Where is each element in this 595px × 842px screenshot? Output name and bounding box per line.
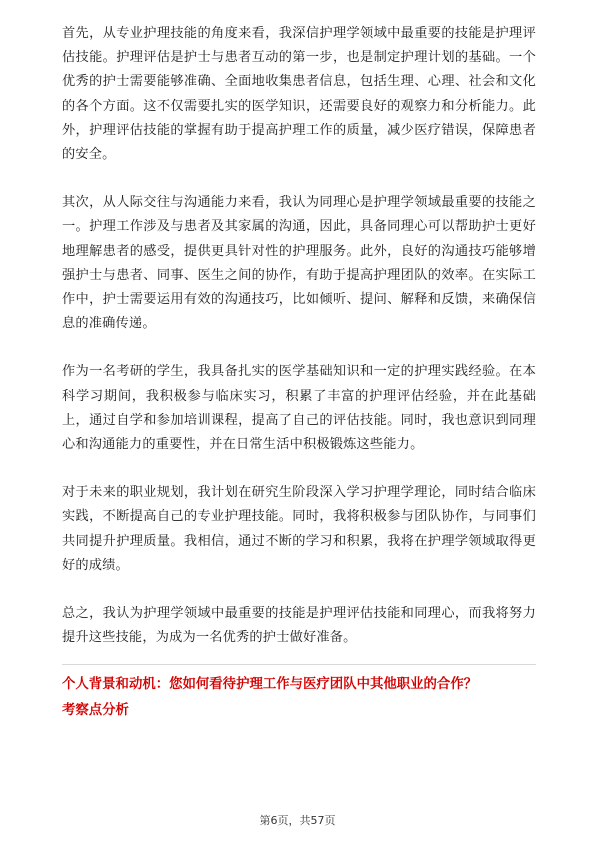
question-heading: 个人背景和动机：您如何看待护理工作与医疗团队中其他职业的合作？: [62, 677, 478, 693]
paragraph-student-background: 作为一名考研的学生，我具备扎实的医学基础知识和一定的护理实践经验。在本科学习期间，我积极参与临床实习，积累了丰富的护理评估经验，并在此基础上，通过自学和参加培训课程，提高了自己的评估技能。同时，我也意识到同理心和沟通能力的重要性，并在日常生活中积极锻炼这些能力。: [62, 364, 536, 453]
section-divider: [62, 664, 536, 665]
document-body: [62, 22, 536, 723]
page-number: 第6页，共57页: [259, 814, 336, 827]
paragraph-career-plan: 对于未来的职业规划，我计划在研究生阶段深入学习护理学理论，同时结合临床实践，不断提高自己的专业护理技能。同时，我将积极参与团队协作，与同事们共同提升护理质量。我相信，通过不断的学习和积累，我将在护理学领域取得更好的成绩。: [62, 485, 536, 573]
paragraph-conclusion: 总之，我认为护理学领域中最重要的技能是护理评估技能和同理心，而我将努力提升这些技能，为成为一名优秀的护士做好准备。: [62, 606, 536, 646]
paragraph-professional-skills: 首先，从专业护理技能的角度来看，我深信护理学领域中最重要的技能是护理评估技能。护理评估是护士与患者互动的第一步，也是制定护理计划的基础。一个优秀的护士需要能够准确、全面地收集患者信息，包括生理、心理、社会和文化的各个方面。这不仅需要扎实的医学知识，还需要良好的观察力和分析能力。此外，护理评估技能的掌握有助于提高护理工作的质量，减少医疗错误，保障患者的安全。: [62, 26, 536, 163]
analysis-heading: 考察点分析: [62, 703, 129, 719]
paragraph-empathy-communication: 其次，从人际交往与沟通能力来看，我认为同理心是护理学领域最重要的技能之一。护理工作涉及与患者及其家属的沟通，因此，具备同理心可以帮助护士更好地理解患者的感受，提供更具针对性的护理服务。此外，良好的沟通技巧能够增强护士与患者、同事、医生之间的协作，有助于提高护理团队的效率。在实际工作中，护士需要运用有效的沟通技巧，比如倾听、提问、解释和反馈，来确保信息的准确传递。: [62, 195, 536, 332]
